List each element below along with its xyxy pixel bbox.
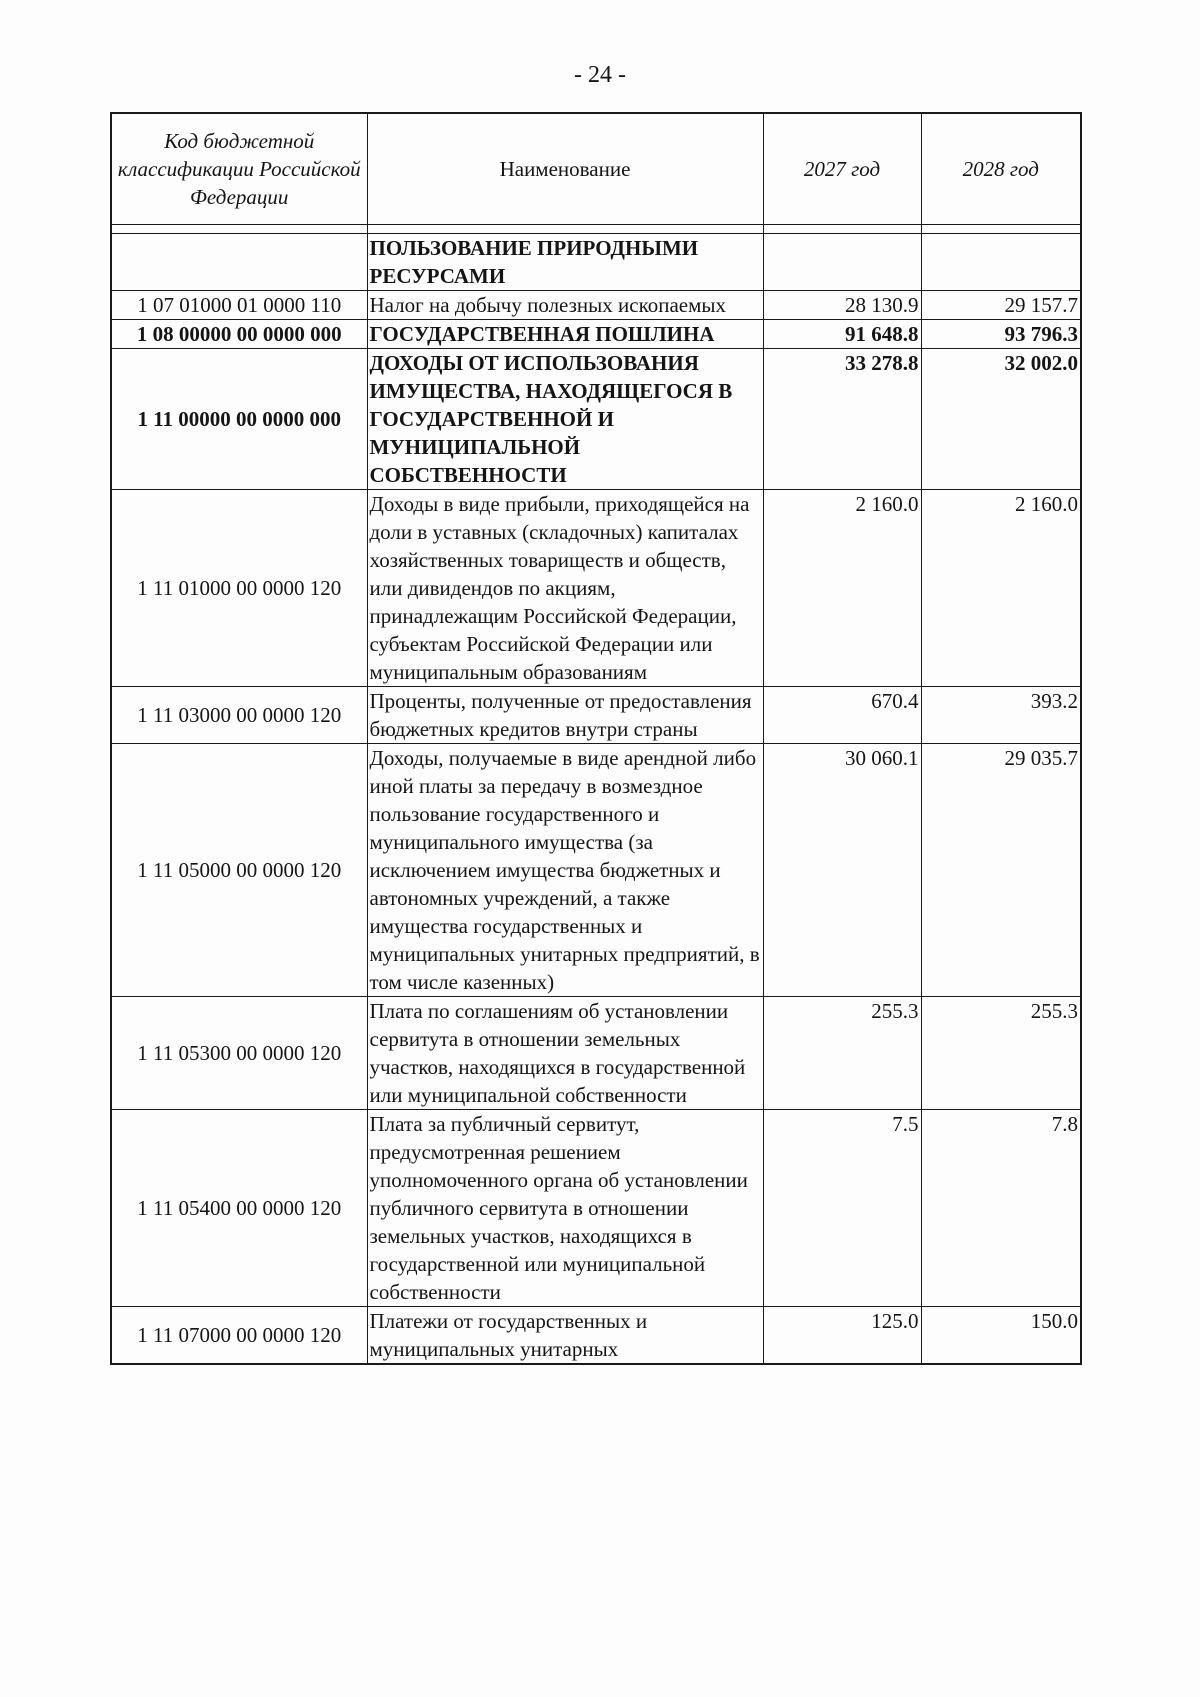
row-name-cell: Налог на добычу полезных ископаемых [367, 291, 763, 320]
table-row [111, 320, 1081, 349]
table-row [111, 744, 1081, 997]
row-value-2027: 30 060.1 [763, 744, 921, 997]
row-code-cell: 1 07 01000 01 0000 110 [111, 291, 367, 320]
table-row [111, 687, 1081, 744]
page-number: - 24 - [574, 62, 626, 88]
row-value-2028: 32 002.0 [921, 349, 1081, 490]
row-name-cell: ГОСУДАРСТВЕННАЯ ПОШЛИНА [367, 320, 763, 349]
row-code-cell [111, 234, 367, 291]
spacer-cell [111, 225, 367, 234]
row-value-2028: 255.3 [921, 997, 1081, 1110]
row-code-cell: 1 08 00000 00 0000 000 [111, 320, 367, 349]
budget-table [110, 112, 1082, 1365]
table-row [111, 234, 1081, 291]
row-name-cell: ДОХОДЫ ОТ ИСПОЛЬЗОВАНИЯ ИМУЩЕСТВА, НАХОДЯЩЕГОСЯ В ГОСУДАРСТВЕННОЙ И МУНИЦИПАЛЬНОЙ СОБСТВЕННОСТИ [367, 349, 763, 490]
row-value-2027 [763, 234, 921, 291]
row-value-2027: 670.4 [763, 687, 921, 744]
row-value-2027: 2 160.0 [763, 490, 921, 687]
row-code-cell: 1 11 01000 00 0000 120 [111, 490, 367, 687]
table-row [111, 1307, 1081, 1365]
header-spacer-row [111, 225, 1081, 234]
spacer-cell [921, 225, 1081, 234]
row-name-cell: Доходы в виде прибыли, приходящейся на доли в уставных (складочных) капиталах хозяйственных товариществ и обществ, или дивидендов по акциям, принадлежащим Российской Федерации, субъектам Российской Федерации или муниципальным образованиям [367, 490, 763, 687]
row-code-cell: 1 11 03000 00 0000 120 [111, 687, 367, 744]
table-row [111, 291, 1081, 320]
row-value-2027: 91 648.8 [763, 320, 921, 349]
table-row [111, 490, 1081, 687]
row-name-cell: Доходы, получаемые в виде арендной либо иной платы за передачу в возмездное пользование государственного и муниципального имущества (за исключением имущества бюджетных и автономных учреждений, а также имущества государственных и муниципальных унитарных предприятий, в том числе казенных) [367, 744, 763, 997]
table-row [111, 997, 1081, 1110]
spacer-cell [763, 225, 921, 234]
row-code-cell: 1 11 05000 00 0000 120 [111, 744, 367, 997]
table-body [111, 234, 1081, 1365]
row-name-cell: Платежи от государственных и муниципальных унитарных [367, 1307, 763, 1365]
header-name: Наименование [367, 113, 763, 225]
row-code-cell: 1 11 00000 00 0000 000 [111, 349, 367, 490]
row-value-2028 [921, 234, 1081, 291]
row-code-cell: 1 11 05300 00 0000 120 [111, 997, 367, 1110]
row-name-cell: Плата за публичный сервитут, предусмотренная решением уполномоченного органа об установлении публичного сервитута в отношении земельных участков, находящихся в государственной или муниципальной собственности [367, 1110, 763, 1307]
row-value-2027: 28 130.9 [763, 291, 921, 320]
row-value-2028: 393.2 [921, 687, 1081, 744]
row-value-2028: 93 796.3 [921, 320, 1081, 349]
table-row [111, 349, 1081, 490]
row-name-cell: Плата по соглашениям об установлении сервитута в отношении земельных участков, находящихся в государственной или муниципальной собственности [367, 997, 763, 1110]
row-value-2028: 29 035.7 [921, 744, 1081, 997]
row-value-2028: 29 157.7 [921, 291, 1081, 320]
row-value-2028: 150.0 [921, 1307, 1081, 1365]
row-name-cell: ПОЛЬЗОВАНИЕ ПРИРОДНЫМИ РЕСУРСАМИ [367, 234, 763, 291]
row-code-cell: 1 11 05400 00 0000 120 [111, 1110, 367, 1307]
row-value-2027: 33 278.8 [763, 349, 921, 490]
table-header-row [111, 113, 1081, 225]
row-name-cell: Проценты, полученные от предоставления бюджетных кредитов внутри страны [367, 687, 763, 744]
row-value-2027: 125.0 [763, 1307, 921, 1365]
header-code: Код бюджетной классификации Российской Федерации [111, 113, 367, 225]
table-row [111, 1110, 1081, 1307]
row-value-2028: 7.8 [921, 1110, 1081, 1307]
row-code-cell: 1 11 07000 00 0000 120 [111, 1307, 367, 1365]
row-value-2028: 2 160.0 [921, 490, 1081, 687]
row-value-2027: 255.3 [763, 997, 921, 1110]
row-value-2027: 7.5 [763, 1110, 921, 1307]
header-year-2028: 2028 год [921, 113, 1081, 225]
header-year-2027: 2027 год [763, 113, 921, 225]
spacer-cell [367, 225, 763, 234]
